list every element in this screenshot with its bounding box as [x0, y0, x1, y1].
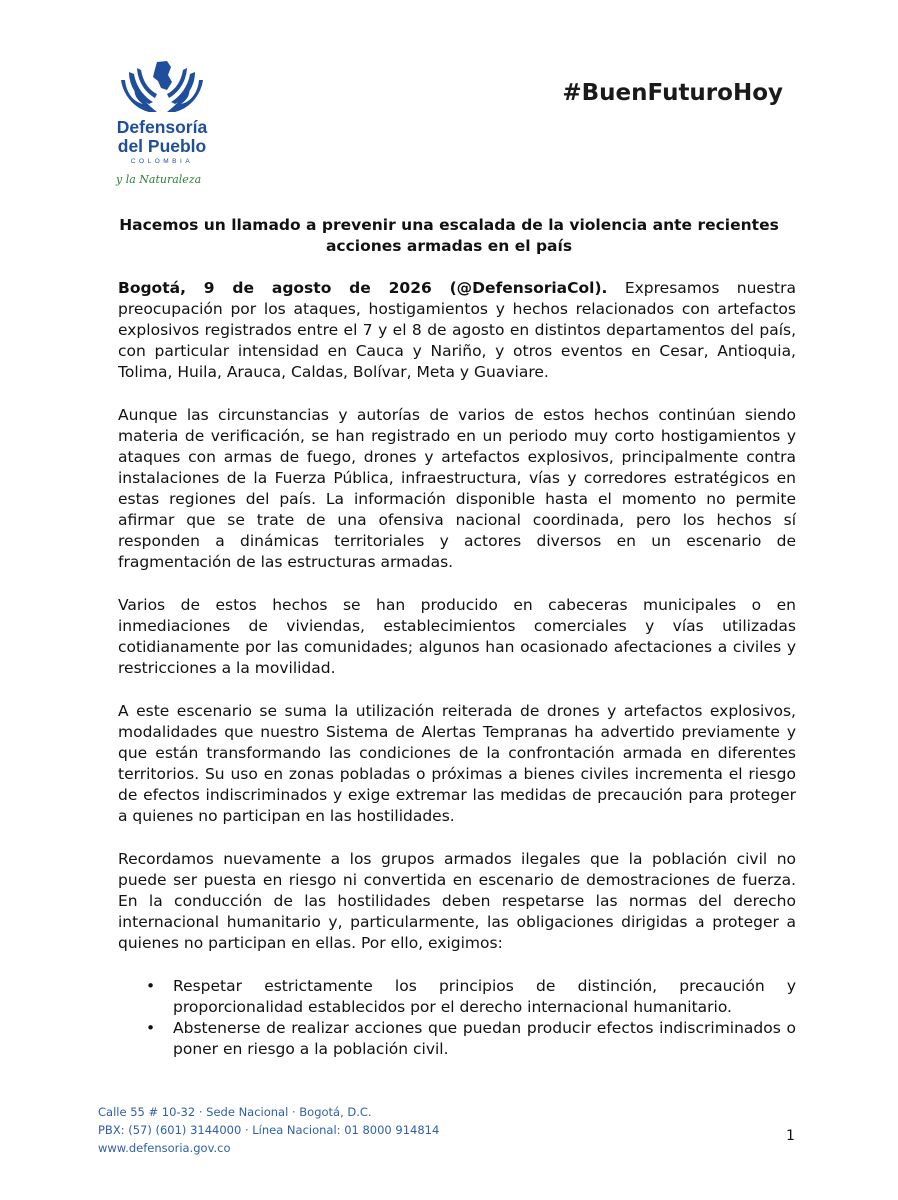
footer-address: Calle 55 # 10-32 · Sede Nacional · Bogotá, D.C.: [98, 1105, 372, 1119]
org-name-line1: Defensoría: [116, 117, 208, 137]
footer-website: www.defensoria.gov.co: [98, 1141, 231, 1155]
list-item: • Abstenerse de realizar acciones que puedan producir efectos indiscriminados o poner en riesgo a la población civil.: [173, 1018, 796, 1060]
hands-map-emblem-icon: [117, 58, 207, 118]
org-tagline: y la Naturaleza: [116, 173, 202, 186]
org-name-line2: del Pueblo: [117, 136, 207, 156]
paragraph-1-text: Expresamos nuestra preocupación por los ataques, hostigamientos y hechos relacionados con artefactos explosivos registrados entre el 7 y el 8 de agosto en distintos departamentos del país, con particular intensidad en Cauca y Nariño, y otros eventos en Cesar, Antioquia, Tolima, Huila, Arauca, Caldas, Bolívar, Meta y Guaviare.: [118, 279, 796, 381]
paragraph-3: Varios de estos hechos se han producido en cabeceras municipales o en inmediaciones de viviendas, establecimientos comerciales y vías utilizadas cotidianamente por las comunidades; algunos han ocasionado afectaciones a civiles y restricciones a la movilidad.: [118, 596, 796, 677]
hashtag-part2: FuturoHoy: [647, 80, 783, 106]
org-country: COLOMBIA: [130, 158, 194, 165]
campaign-hashtag: [562, 80, 783, 106]
footer-phones: PBX: (57) (601) 3144000 · Línea Nacional: 01 8000 914814: [98, 1123, 440, 1137]
paragraph-1: [118, 278, 796, 383]
dateline: Bogotá, 9 de agosto de 2026 (@DefensoriaCol).: [118, 279, 608, 297]
demands-list: [118, 976, 796, 1060]
hashtag-part1: #Buen: [562, 80, 648, 106]
paragraph-4: A este escenario se suma la utilización reiterada de drones y artefactos explosivos, modalidades que nuestro Sistema de Alertas Tempranas ha advertido previamente y que están transformando las condiciones de la confrontación armada en diferentes territorios. Su uso en zonas pobladas o próximas a bienes civiles incrementa el riesgo de efectos indiscriminados y exige extremar las medidas de precaución para proteger a quienes no participan en las hostilidades.: [118, 702, 796, 825]
document-body: [118, 278, 796, 1060]
defensoria-logo: [112, 58, 222, 208]
list-item: • Respetar estrictamente los principios de distinción, precaución y proporcionalidad establecidos por el derecho internacional humanitario.: [173, 976, 796, 1018]
document-title: Hacemos un llamado a prevenir una escalada de la violencia ante recientes acciones armadas en el país: [119, 216, 779, 255]
footer-contact: [98, 1103, 439, 1157]
paragraph-2: Aunque las circunstancias y autorías de varios de estos hechos continúan siendo materia de verificación, se han registrado en un periodo muy corto hostigamientos y ataques con armas de fuego, drones y artefactos explosivos, principalmente contra instalaciones de la Fuerza Pública, infraestructura, vías y corredores estratégicos en estas regiones del país. La información disponible hasta el momento no permite afirmar que se trate de una ofensiva nacional coordinada, pero los hechos sí responden a dinámicas territoriales y actores diversos en un escenario de fragmentación de las estructuras armadas.: [118, 406, 796, 571]
page-number: 1: [786, 1128, 795, 1144]
paragraph-5: Recordamos nuevamente a los grupos armados ilegales que la población civil no puede ser puesta en riesgo ni convertida en escenario de demostraciones de fuerza. En la conducción de las hostilidades deben respetarse las normas del derecho internacional humanitario y, particularmente, las obligaciones dirigidas a proteger a quienes no participan en ellas. Por ello, exigimos:: [118, 850, 796, 952]
